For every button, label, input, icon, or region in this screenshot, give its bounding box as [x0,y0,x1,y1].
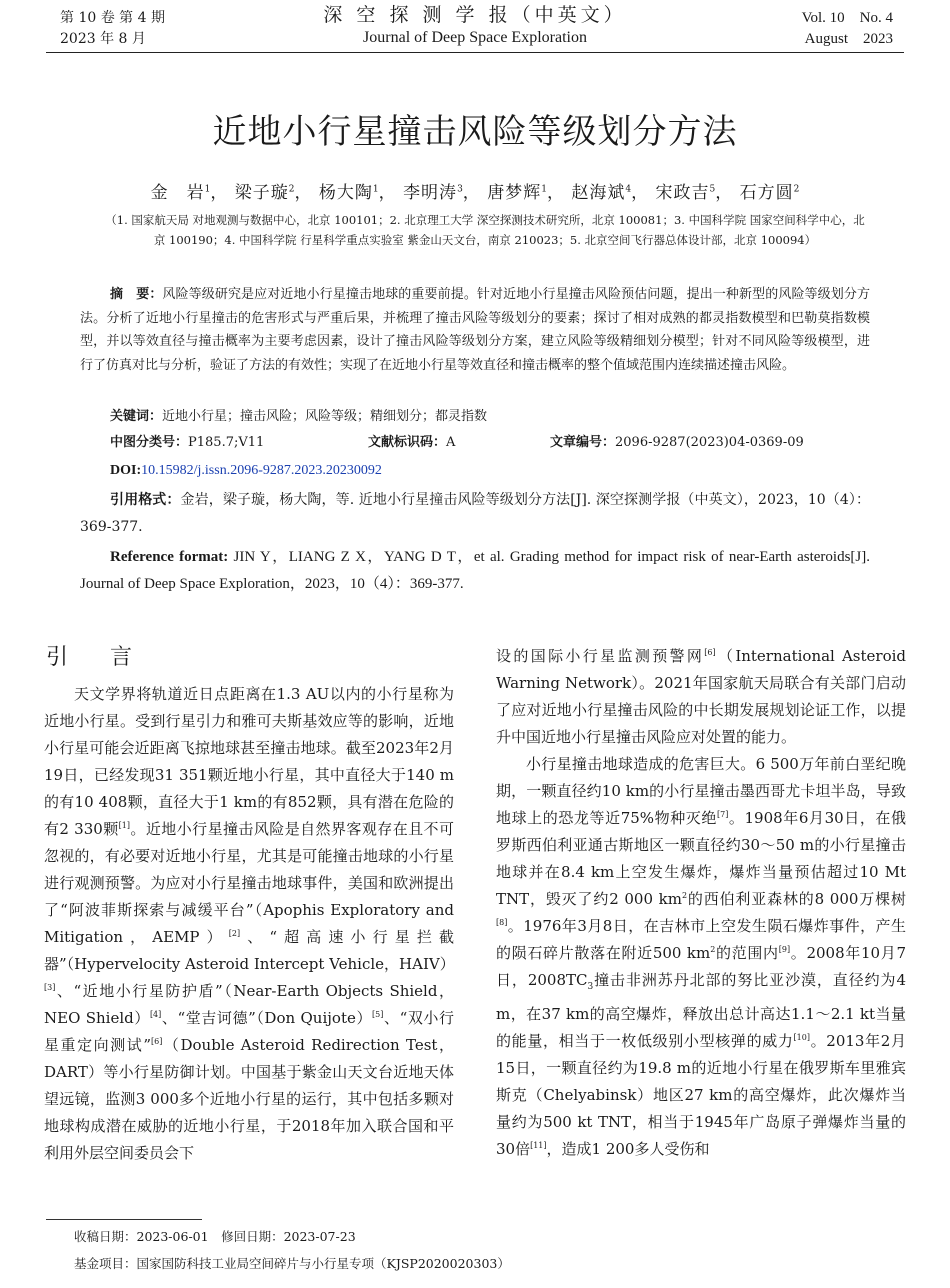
citation-ref[interactable]: [6] [704,648,716,657]
doi-label: DOI: [110,463,142,478]
keywords-text: 近地小行星；撞击风险；风险等级；精细划分；都灵指数 [162,409,488,424]
citation-ref[interactable]: [5] [372,1010,384,1019]
citation-ref[interactable]: [4] [149,1010,162,1019]
author: 金 岩$^1$ [150,183,211,203]
date-en: August 2023 [804,31,893,47]
document-code: 文献标识码：A [368,435,456,450]
citation-cn-label: 引用格式： [110,492,181,508]
author: 石方圆$^2$ [739,183,800,203]
citation-cn-text: 金岩，梁子璇，杨大陶，等. 近地小行星撞击风险等级划分方法[J]. 深空探测学报（中英文），2023，10（4）：369-377. [80,492,871,535]
citation-en [80,544,870,598]
journal-name-cn: 深 空 探 测 学 报（中英文） [323,4,627,26]
citation-cn [80,487,870,541]
section-heading: 引 言 [46,645,143,670]
volume-issue-en: Vol. 10 No. 4 [801,10,893,26]
author: 李明涛$^3$ [403,183,463,203]
clc-number: 中图分类号：P185.7;V11 [110,435,265,450]
body-column-right [496,643,906,1163]
paper-title: 近地小行星撞击风险等级划分方法 [212,112,738,152]
citation-ref[interactable]: [3] [44,983,56,992]
header-divider [46,52,904,53]
article-number: 文章编号：2096-9287(2023)04-0369-09 [550,435,804,450]
author-list: 金 岩$^1$， 梁子璇$^2$， 杨大陶$^1$， 李明涛$^3$， 唐梦辉$^1$， 赵海斌$^4$， 宋政吉$^5$， 石方圆$^2$ [150,183,800,203]
paragraph: 设的国际小行星监测预警网[6]（International Asteroid Warning Network）。2021年国家航天局联合有关部门启动了应对近地小行星撞击风险的中长期发展规划论证工作，以提升中国近地小行星撞击风险应对处置的能力。 [496,647,906,746]
citation-ref[interactable]: [6] [151,1037,163,1046]
author: 宋政吉$^5$ [655,183,716,203]
classification-row [80,431,870,455]
citation-ref[interactable]: [8] [496,918,508,927]
abstract-label: 摘 要： [110,287,163,302]
citation-ref[interactable]: [1] [118,821,130,830]
citation-ref[interactable]: [2] [228,929,241,938]
received-dates: 收稿日期：2023-06-01 修回日期：2023-07-23 [74,1229,356,1244]
doi-link[interactable]: 10.15982/j.issn.2096-9287.2023.20230092 [141,463,382,478]
affiliations: （1. 国家航天局 对地观测与数据中心，北京 100101；2. 北京理工大学 深空探测技术研究所，北京 100081；3. 中国科学院 国家空间科学中心，北京 100190；4. 中国科学院 行星科学重点实验室 紫金山天文台，南京 210023；5. 北京空间飞行器总体设计部，北京 100094） [105,213,865,247]
author: 梁子璇$^2$ [234,183,295,203]
citation-en-label: Reference format: [110,549,229,565]
keywords [80,405,870,429]
citation-en-text: JIN Y，LIANG Z X，YANG D T，et al. Grading method for impact risk of near-Earth asteroids[J]. Journal of Deep Space Exploration，2023，10（4）：369-377. [80,549,871,592]
citation-ref[interactable]: [7] [716,810,729,819]
citation-ref[interactable]: [10] [793,1033,810,1042]
body-column-left [44,681,454,1167]
page-header [0,0,950,52]
keywords-label: 关键词： [110,409,163,424]
footnote-divider [46,1219,202,1220]
journal-name-en: Journal of Deep Space Exploration [363,29,587,46]
author: 杨大陶$^1$ [318,183,379,203]
author: 赵海斌$^4$ [571,183,632,203]
abstract [80,283,870,377]
abstract-text: 风险等级研究是应对近地小行星撞击地球的重要前提。针对近地小行星撞击风险预估问题，提出一种新型的风险等级划分方法。分析了近地小行星撞击的危害形式与严重后果，并梳理了撞击风险等级划分的要素；探讨了相对成熟的都灵指数模型和巴勒莫指数模型，并以等效直径与撞击概率为主要考虑因素，设计了撞击风险等级划分方案，建立风险等级精细划分模型；针对不同风险等级模型，进行了仿真对比与分析，验证了方法的有效性；实现了在近地小行星等效直径和撞击概率的整个值域范围内连续描述撞击风险。 [80,287,870,373]
citation-ref[interactable]: [9] [778,945,791,954]
volume-issue-cn: 第 10 卷 第 4 期 [60,10,165,26]
issue-info-en [802,8,893,50]
funding-note: 基金项目：国家国防科技工业局空间碎片与小行星专项（KJSP2020020303） [74,1256,510,1271]
citation-ref[interactable]: [11] [530,1141,547,1150]
author: 唐梦辉$^1$ [487,183,547,203]
paragraph: 小行星撞击地球造成的危害巨大。6 500万年前白垩纪晚期，一颗直径约10 km的小行星撞击墨西哥尤卡坦半岛，导致地球上的恐龙等近75%物种灭绝[7]。1908年6月30日，在俄罗斯西伯利亚通古斯地区一颗直径约30～50 m的小行星撞击地球并在8.4 km上空发生爆炸，爆炸当量预估超过10 Mt TNT，毁灭了约2 000 $km^2$的西伯利亚森林的8 000万棵树[8]。1976年3月8日，在吉林市上空发生陨石爆炸事件，产生的陨石碎片散落在附近500 $km^2$的范围内[9]。2008年10月7日，$2008TC_3$撞击非洲苏丹北部的努比亚沙漠，直径约为4 m，在37 km的高空爆炸，释放出总计高达1.1～2.1 kt当量的能量，相当于一枚低级别小型核弹的威力[10]。2013年2月15日，一颗直径约为19.8 m的近地小行星在俄罗斯车里雅宾斯克（Chelyabinsk）地区27 km的高空爆炸，此次爆炸当量约为500 kt TNT，相当于1945年广岛原子弹爆炸当量的30倍[11]，造成1 200多人受伤和 [496,755,907,1158]
doi-line [80,459,870,483]
date-cn: 2023 年 8 月 [60,31,146,47]
paragraph: 天文学界将轨道近日点距离在1.3 AU以内的小行星称为近地小行星。受到行星引力和雅可夫斯基效应等的影响，近地小行星可能会近距离飞掠地球甚至撞击地球。截至2023年2月19日，已经发现31 351颗近地小行星，其中直径大于140 m的有10 408颗，直径大于1 km的有852颗，具有潜在危险的有2 330颗[1]。近地小行星撞击风险是自然界客观存在且不可忽视的，有必要对近地小行星，尤其是可能撞击地球的小行星进行观测预警。为应对小行星撞击地球事件，美国和欧洲提出了“阿波菲斯探索与减缓平台”（Apophis Exploratory and Mitigation，AEMP）[2]、“超高速小行星拦截器”（Hypervelocity Asteroid Intercept Vehicle，HAIV）[3]、“近地小行星防护盾”（Near-Earth Objects Shield，NEO Shield）[4]、“堂吉诃德”（Don Quijote）[5]、“双小行星重定向测试”[6]（Double Asteroid Redirection Test，DART）等小行星防御计划。中国基于紫金山天文台近地天体望远镜，监测3 000多个近地小行星的运行，其中包括多颗对地球构成潜在威胁的近地小行星，于2018年加入联合国和平利用外层空间委员会下 [44,685,455,1162]
